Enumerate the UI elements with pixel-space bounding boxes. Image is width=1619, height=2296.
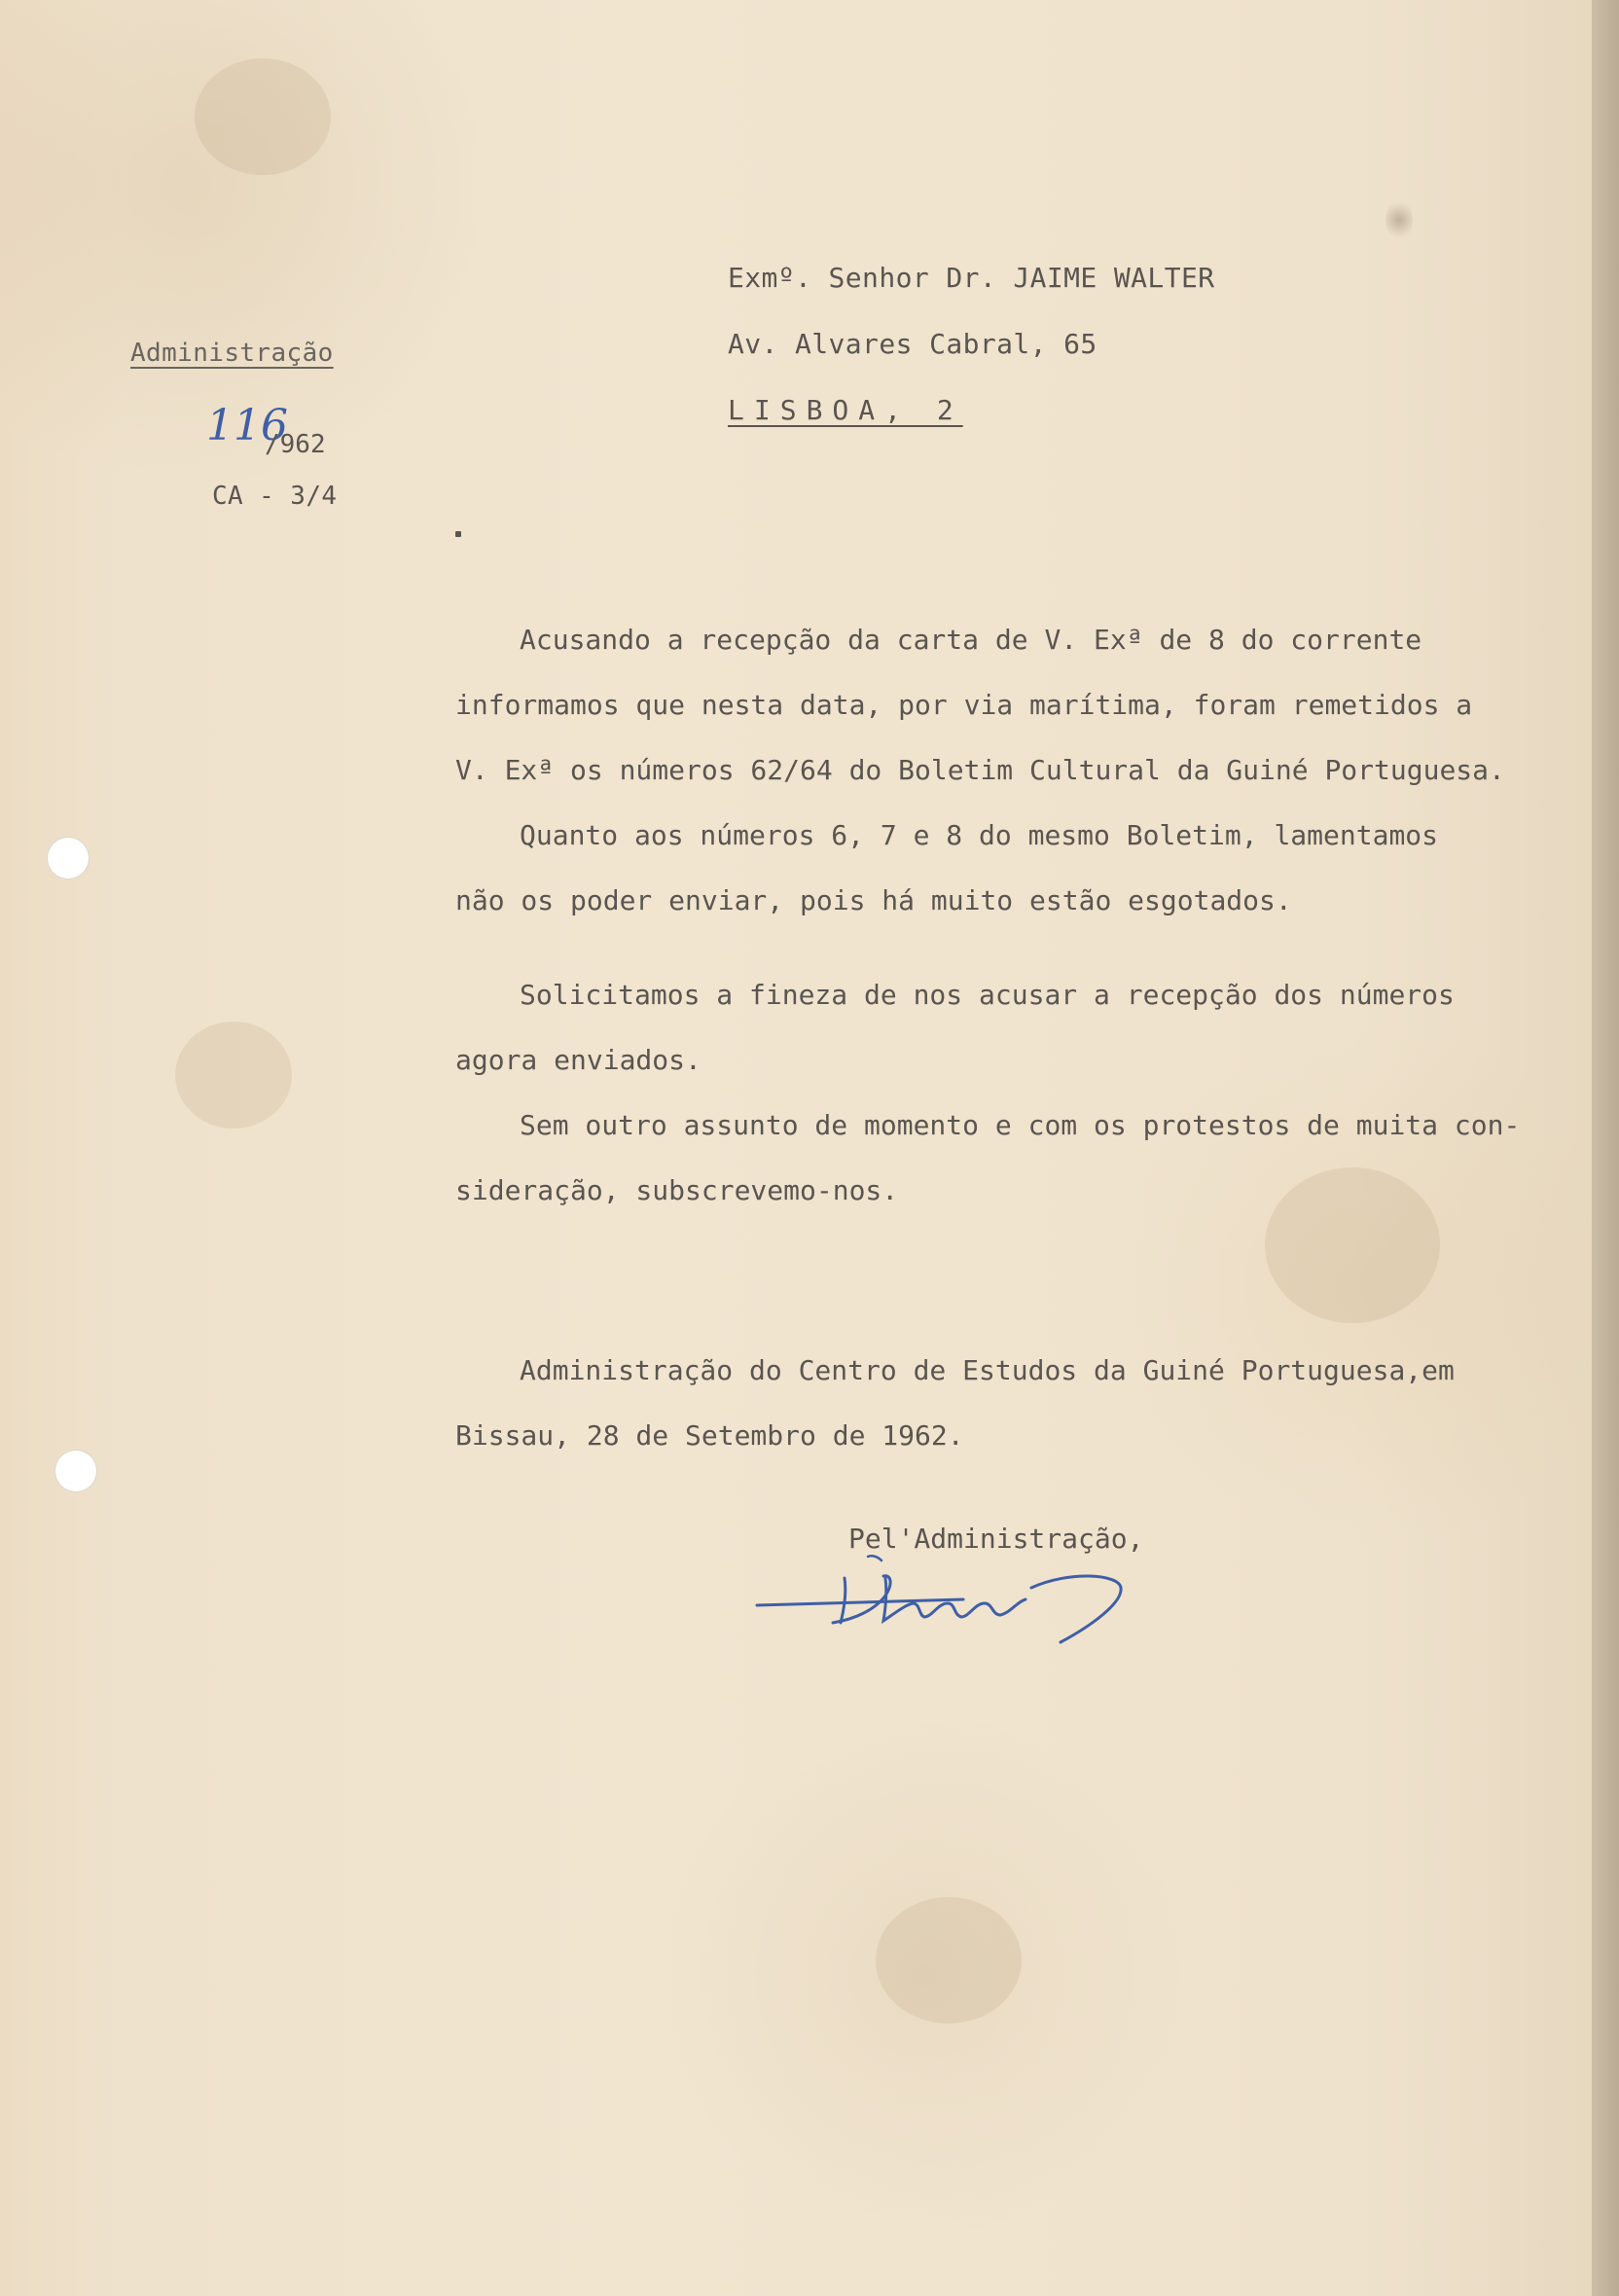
paragraph-place-date: [455, 1338, 1526, 1468]
body-line: informamos que nesta data, por via marítima, foram remetidos a: [455, 689, 1473, 721]
paper-stain: [876, 1897, 1022, 2024]
signature-label: Pel'Administração,: [848, 1523, 1144, 1555]
recipient-city: LISBOA, 2: [728, 394, 963, 426]
desk-background-edge: [1592, 0, 1619, 2296]
paragraph-out-of-stock: [455, 803, 1526, 933]
paper-stain: [195, 58, 331, 175]
reference-year: /962: [265, 430, 326, 459]
ink-dot: [455, 531, 461, 537]
punch-hole: [54, 1450, 97, 1492]
paragraph-acknowledgement: [455, 607, 1526, 803]
paragraph-closing: [455, 1093, 1526, 1223]
paragraph-gap: [455, 1223, 1526, 1338]
recipient-street: Av. Alvares Cabral, 65: [728, 328, 1097, 360]
body-line: V. Exª os números 62/64 do Boletim Cultural da Guiné Portuguesa.: [455, 754, 1505, 786]
body-line: Bissau, 28 de Setembro de 1962.: [455, 1419, 964, 1452]
paragraph-gap: [455, 933, 1526, 962]
body-line: Acusando a recepção da carta de V. Exª de 8 do corrente: [520, 624, 1422, 656]
reference-code: CA - 3/4: [212, 482, 338, 511]
body-line: Administração do Centro de Estudos da Guiné Portuguesa,em: [520, 1354, 1455, 1386]
ink-blot: [1385, 198, 1413, 241]
handwritten-signature: [739, 1549, 1158, 1646]
reference-number-handwritten: 116: [206, 401, 288, 450]
paragraph-request: [455, 962, 1526, 1093]
body-line: Solicitamos a fineza de nos acusar a recepção dos números: [520, 979, 1455, 1011]
body-line: Quanto aos números 6, 7 e 8 do mesmo Boletim, lamentamos: [520, 819, 1439, 851]
punch-hole: [47, 837, 90, 879]
paper-stain: [175, 1022, 292, 1129]
body-line: não os poder enviar, pois há muito estão esgotados.: [455, 884, 1292, 916]
body-line: agora enviados.: [455, 1044, 702, 1076]
body-line: Sem outro assunto de momento e com os protestos de muita con-: [520, 1109, 1521, 1141]
letter-body: [455, 607, 1526, 1468]
body-line: sideração, subscrevemo-nos.: [455, 1174, 899, 1206]
recipient-name: Exmº. Senhor Dr. JAIME WALTER: [728, 262, 1215, 294]
sender-department: Administração: [130, 339, 334, 368]
